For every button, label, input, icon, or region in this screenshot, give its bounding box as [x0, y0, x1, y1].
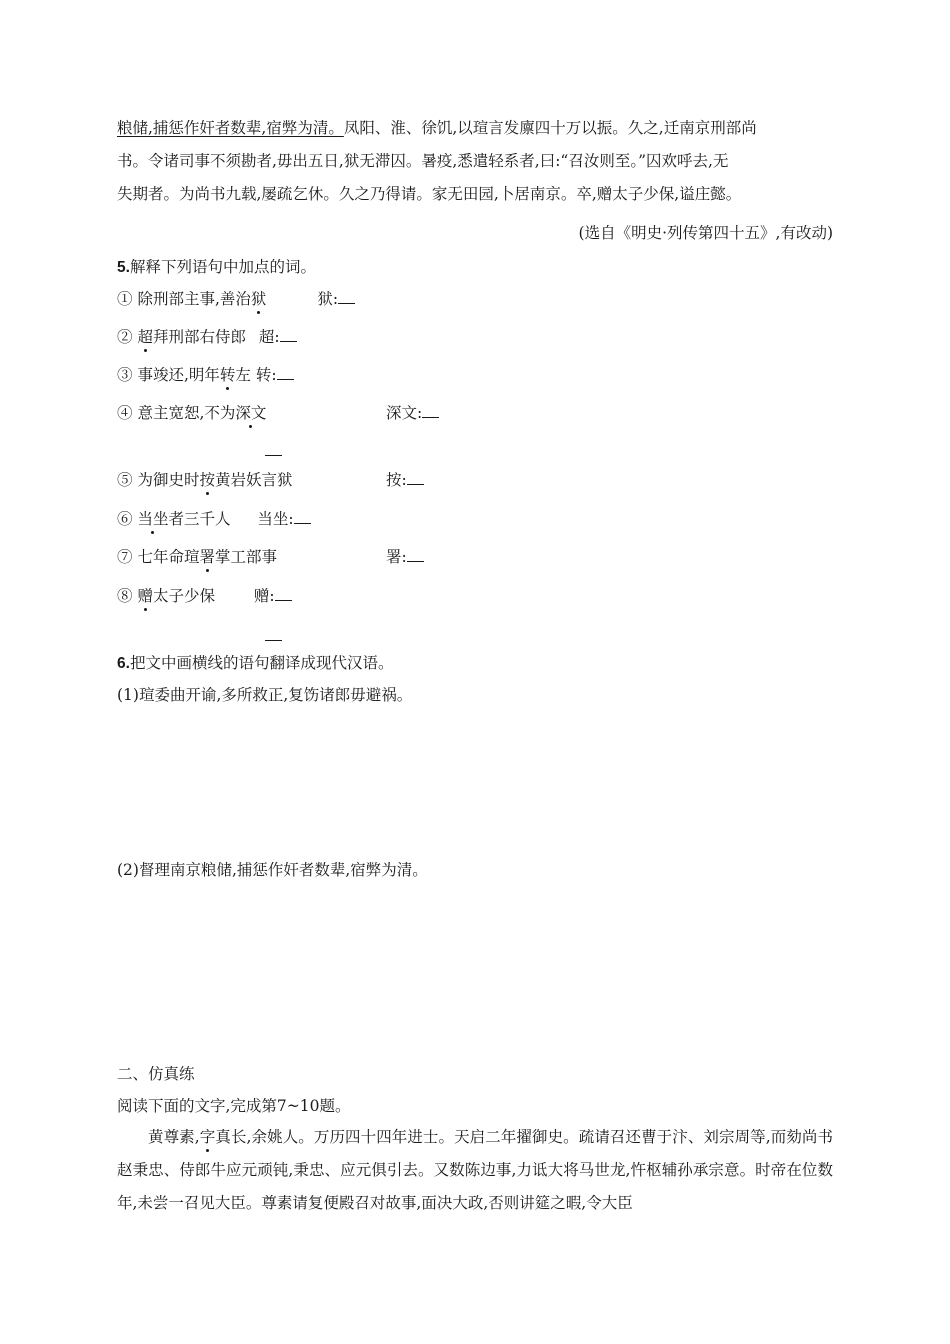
- q5-item-5: ⑤ 为御史时按黄岩妖言狱: [117, 471, 293, 489]
- answer-blank-continued[interactable]: [265, 455, 282, 456]
- passage-2-paragraph: 黄尊素,字真长,余姚人。万历四十四年进士。天启二年擢御史。疏请召还曹于汴、刘宗周等,而劾尚书赵秉忠、侍郎牛应元顽钝,秉忠、应元俱引去。又数陈边事,力诋大将马世龙,忤枢辅孙承宗意。时帝在位数年,未尝一召见大臣。尊素请复便殿召对故事,面决大政,否则讲筵之暇,令大臣: [117, 1128, 833, 1212]
- q6-sub-1: (1)瑄委曲开谕,多所救正,复饬诸郎毋避祸。: [117, 686, 413, 704]
- passage-line-1: 粮储,捕惩作奸者数辈,宿弊为清。凤阳、淮、徐饥,以瑄言发廪四十万以振。久之,迁南京刑部尚: [117, 119, 757, 137]
- answer-blank[interactable]: [294, 509, 311, 524]
- q5-item-7: ⑦ 七年命瑄署掌工部事: [117, 548, 277, 566]
- q5-item-7-answer: 署:: [386, 547, 424, 567]
- underlined-sentence: 粮储,捕惩作奸者数辈,宿弊为清。: [117, 119, 344, 137]
- q5-item-2: ② 超拜刑部右侍郎 超:: [117, 327, 297, 347]
- answer-blank[interactable]: [422, 403, 439, 418]
- passage-line-2: 书。令诸司事不须勘者,毋出五日,狱无滞囚。暑疫,悉遣轻系者,曰:“召汝则至。”囚欢呼去,无: [117, 152, 729, 170]
- source-citation: (选自《明史·列传第四十五》,有改动): [578, 224, 833, 242]
- dotted-word: 按: [199, 471, 215, 489]
- dotted-word: 赠: [137, 587, 153, 605]
- question-6-heading: 6.把文中画横线的语句翻译成现代汉语。: [117, 654, 394, 672]
- dotted-word: 转: [219, 366, 236, 384]
- answer-blank[interactable]: [280, 327, 297, 342]
- q6-sub-2: (2)督理南京粮储,捕惩作奸者数辈,宿弊为清。: [117, 861, 428, 879]
- answer-area-1[interactable]: [117, 712, 833, 852]
- q5-item-3: ③ 事竣还,明年转左 转:: [117, 365, 294, 385]
- question-5-heading: 5.解释下列语句中加点的词。: [117, 258, 316, 276]
- q5-item-4: ④ 意主宽恕,不为深文: [117, 404, 267, 422]
- q5-item-5-answer: 按:: [386, 470, 424, 490]
- section-instruction: 阅读下面的文字,完成第7~10题。: [117, 1097, 351, 1115]
- q5-item-1: ① 除刑部主事,善治狱 狱:: [117, 289, 355, 309]
- answer-blank[interactable]: [338, 289, 355, 304]
- dotted-word: 当坐: [137, 510, 169, 528]
- answer-area-2[interactable]: [117, 888, 833, 1058]
- q5-item-8: ⑧ 赠太子少保 赠:: [117, 586, 292, 606]
- section-heading: 二、仿真练: [117, 1065, 195, 1083]
- passage-line-3: 失期者。为尚书九载,屡疏乞休。久之乃得请。家无田园,卜居南京。卒,赠太子少保,谥庄懿。: [117, 185, 742, 203]
- answer-blank[interactable]: [407, 470, 424, 485]
- dotted-word: 署: [199, 548, 215, 566]
- answer-blank-continued[interactable]: [265, 640, 282, 641]
- answer-blank[interactable]: [277, 365, 294, 380]
- q5-item-6: ⑥ 当坐者三千人 当坐:: [117, 509, 311, 529]
- dotted-word: 超: [137, 328, 153, 346]
- q5-item-4-answer: 深文:: [386, 403, 439, 423]
- answer-blank[interactable]: [407, 547, 424, 562]
- dotted-word: 深文: [235, 404, 267, 422]
- dotted-word: 狱: [250, 290, 267, 308]
- answer-blank[interactable]: [275, 586, 292, 601]
- dotted-word: 字: [199, 1128, 216, 1146]
